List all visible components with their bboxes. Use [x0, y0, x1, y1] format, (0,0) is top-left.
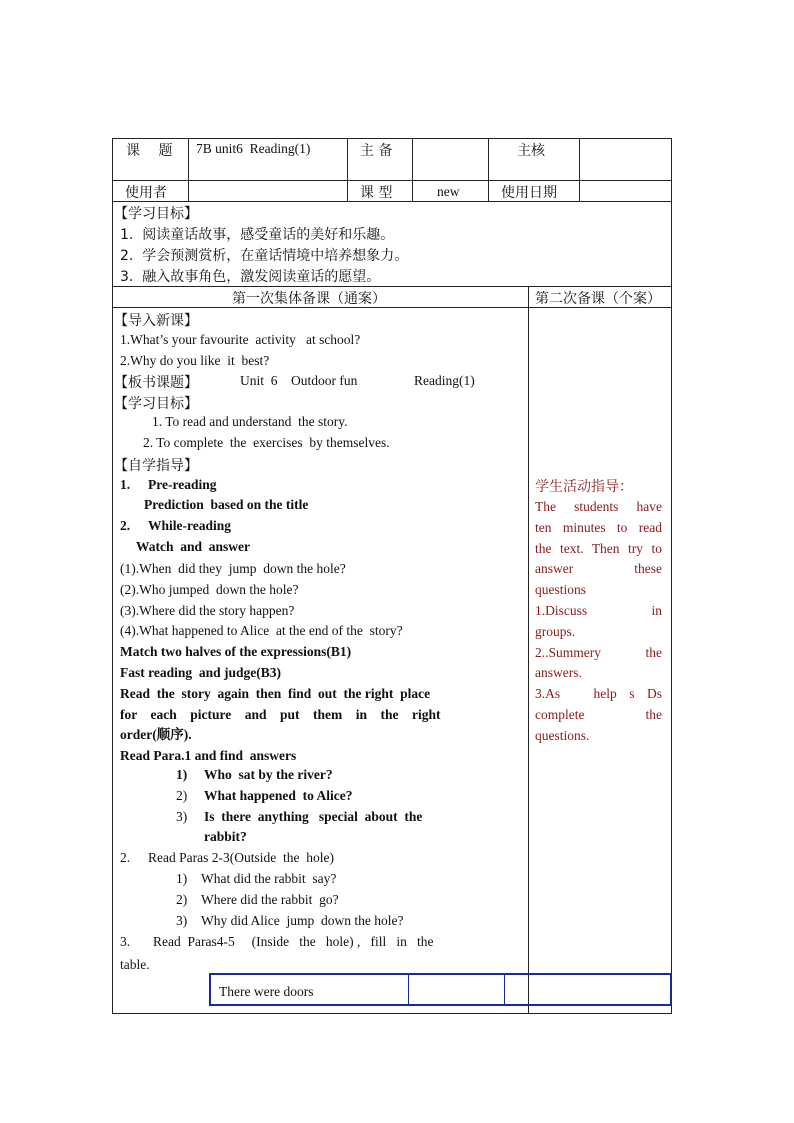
table-border-top — [112, 138, 672, 139]
intro-question: 2.Why do you like it best? — [120, 353, 270, 368]
para1-number: 2) — [176, 788, 188, 803]
paras45-number: 3. — [120, 934, 131, 949]
para1-number: 3) — [176, 809, 188, 824]
col-divider-main — [528, 286, 529, 1014]
paras23-number: 1) — [176, 871, 188, 886]
board-unit: Unit 6 Outdoor fun — [240, 373, 358, 388]
watch-line: Watch and answer — [136, 539, 251, 554]
lesson-type-label: 课 型 — [360, 185, 393, 201]
table-border-left — [112, 138, 113, 1014]
side-text-block — [535, 497, 662, 747]
intro-heading: 【导入新课】 — [114, 313, 198, 329]
col-divider-e — [579, 138, 580, 201]
user-label: 使用者 — [125, 185, 167, 201]
col-divider-a — [188, 138, 189, 201]
side-line: 1.Discuss in — [535, 602, 662, 618]
read-again-task: order(顺序). — [120, 727, 192, 742]
fast-reading-task: Fast reading and judge(B3) — [120, 665, 282, 680]
col-divider-b — [347, 138, 348, 201]
side-line: answers. — [535, 665, 582, 681]
paras45-task: Read Paras4-5 (Inside the hole) , fill in the — [153, 934, 434, 949]
main-prep-label: 主 备 — [360, 143, 393, 159]
fill-in-table-cell-box — [409, 975, 505, 1006]
match-task: Match two halves of the expressions(B1) — [120, 644, 352, 659]
paras23-question: Why did Alice jump down the hole? — [201, 913, 404, 928]
prediction-line: Prediction based on the title — [144, 497, 309, 512]
table-border-right — [671, 138, 672, 1014]
side-line: questions. — [535, 727, 590, 743]
goals-heading: 【学习目标】 — [114, 396, 198, 412]
read-again-task: for each picture and put them in the right — [120, 707, 441, 722]
side-line: 2..Summery the — [535, 644, 662, 660]
reviewer-label: 主核 — [517, 143, 545, 159]
watch-question: (1).When did they jump down the hole? — [120, 561, 346, 576]
para1-task: Read Para.1 and find answers — [120, 748, 297, 763]
paras23-number: 2. — [120, 850, 131, 865]
paras23-number: 2) — [176, 892, 188, 907]
topic-label: 课 题 — [126, 143, 173, 159]
column-header-second: 第二次备课（个案） — [535, 291, 661, 307]
watch-question: (2).Who jumped down the hole? — [120, 582, 299, 597]
col-divider-c — [412, 138, 413, 201]
para1-number: 1) — [176, 767, 188, 782]
paras45-task: table. — [120, 957, 150, 972]
fill-in-table-cell: There were doors — [219, 984, 314, 999]
watch-question: (3).Where did the story happen? — [120, 603, 295, 618]
self-study-heading: 【自学指导】 — [114, 458, 198, 474]
side-line: the text. Then try to — [535, 540, 662, 556]
lesson-type-value: new — [437, 184, 460, 199]
side-line: answer these — [535, 561, 662, 577]
para1-question: rabbit? — [204, 829, 247, 844]
while-reading-number: 2. — [120, 518, 131, 533]
goal-item: 1. To read and understand the story. — [152, 414, 348, 429]
para1-question: Who sat by the river? — [204, 767, 333, 782]
side-line: The students have — [535, 499, 662, 514]
goal-item: 2. To complete the exercises by themselves. — [143, 435, 390, 450]
paras23-task: Read Paras 2-3(Outside the hole) — [148, 850, 334, 865]
side-line: complete the — [535, 706, 662, 722]
pre-reading-number: 1. — [120, 477, 131, 492]
board-heading: 【板书课题】 — [114, 375, 198, 391]
board-reading: Reading(1) — [414, 373, 475, 388]
side-line: 3.As help s Ds — [535, 686, 662, 702]
date-label: 使用日期 — [501, 185, 557, 201]
objectives-heading: 【学习目标】 — [114, 206, 198, 222]
while-reading-label: While-reading — [148, 518, 232, 533]
paras23-question: Where did the rabbit go? — [201, 892, 339, 907]
side-line: questions — [535, 582, 587, 598]
row-divider-3 — [112, 286, 672, 287]
row-divider-1 — [112, 180, 672, 181]
read-again-task: Read the story again then find out the right place — [120, 686, 431, 701]
side-line: ten minutes to read — [535, 519, 662, 535]
col-divider-d — [488, 138, 489, 201]
pre-reading-label: Pre-reading — [148, 477, 217, 492]
objective-item: 2. 学会预测赏析，在童话情境中培养想象力。 — [120, 248, 409, 264]
para1-question: What happened to Alice? — [204, 788, 353, 803]
para1-question: Is there anything special about the — [204, 809, 423, 824]
side-heading: 学生活动指导： — [535, 479, 633, 495]
watch-question: (4).What happened to Alice at the end of the story? — [120, 623, 403, 638]
intro-question: 1.What’s your favourite activity at school? — [120, 332, 361, 347]
objective-item: 1. 阅读童话故事，感受童话的美好和乐趣。 — [120, 227, 395, 243]
table-border-bottom — [112, 1013, 672, 1014]
topic-value: 7B unit6 Reading(1) — [196, 141, 311, 156]
side-line: groups. — [535, 623, 576, 639]
objective-item: 3. 融入故事角色，激发阅读童话的愿望。 — [120, 269, 381, 285]
paras23-number: 3) — [176, 913, 188, 928]
column-header-first: 第一次集体备课（通案） — [232, 291, 386, 307]
paras23-question: What did the rabbit say? — [201, 871, 337, 886]
